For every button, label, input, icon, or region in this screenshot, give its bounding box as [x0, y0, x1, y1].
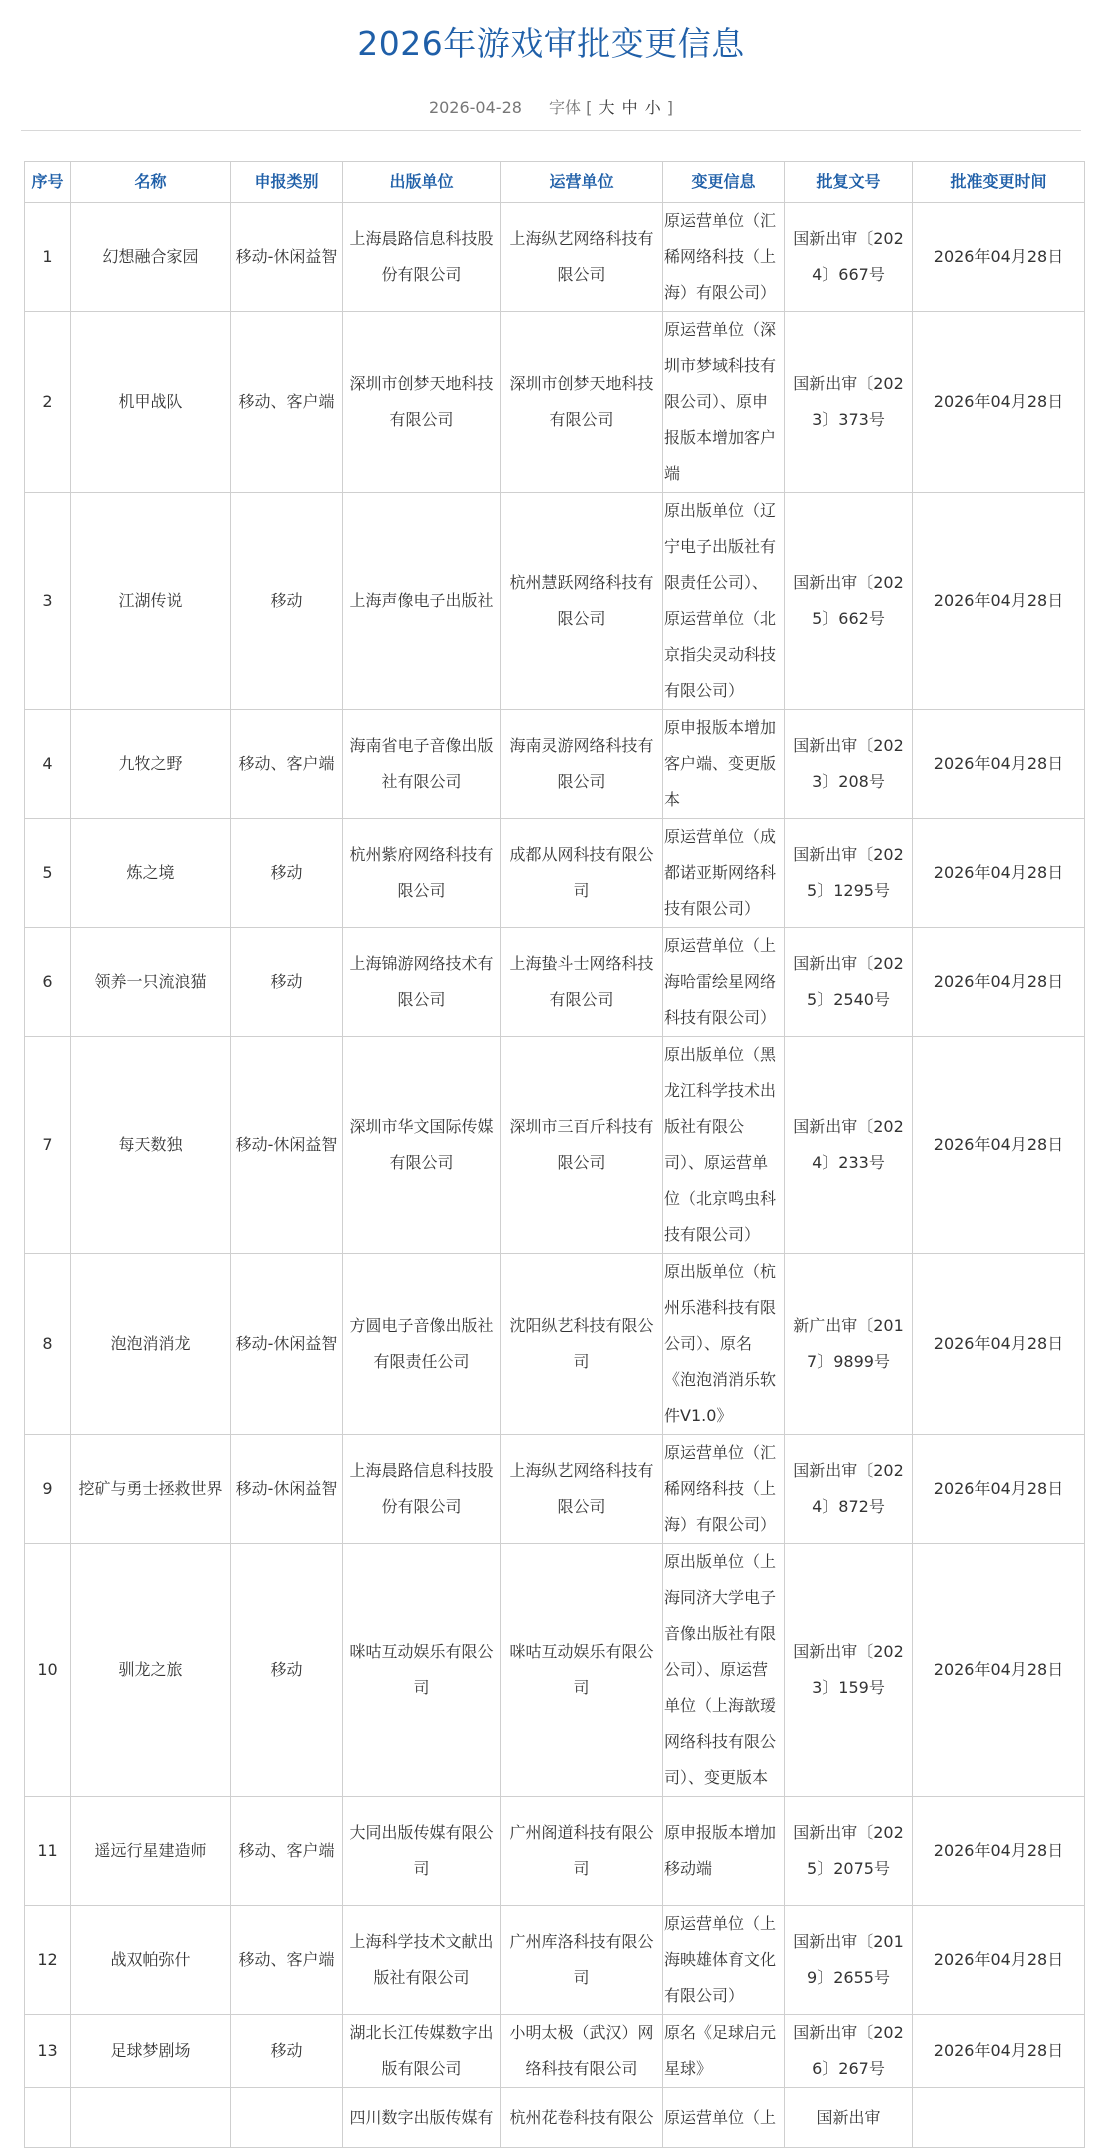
- bracket-open: [: [586, 98, 593, 117]
- header-publisher: 出版单位: [343, 162, 501, 203]
- cell-publisher: 杭州紫府网络科技有限公司: [343, 819, 501, 928]
- cell-index: 13: [25, 2015, 71, 2088]
- header-category: 申报类别: [231, 162, 343, 203]
- table-row: [25, 312, 1085, 493]
- table-row: [25, 1254, 1085, 1435]
- title-divider: [21, 130, 1081, 131]
- cell-operator: 沈阳纵艺科技有限公司: [501, 1254, 663, 1435]
- cell-operator: 杭州慧跃网络科技有限公司: [501, 493, 663, 710]
- cell-publisher: 海南省电子音像出版社有限公司: [343, 710, 501, 819]
- cell-approval-date: 2026年04月28日: [913, 710, 1085, 819]
- cell-change-info: 原运营单位（成都诺亚斯网络科技有限公司）: [663, 819, 785, 928]
- cell-game-name: 机甲战队: [71, 312, 231, 493]
- table-row: [25, 1544, 1085, 1797]
- cell-category: 移动-休闲益智: [231, 1435, 343, 1544]
- cell-category: 移动-休闲益智: [231, 1037, 343, 1254]
- cell-game-name: [71, 2088, 231, 2148]
- table-row: [25, 2015, 1085, 2088]
- cell-change-info: 原运营单位（上海哈雷绘星网络科技有限公司）: [663, 928, 785, 1037]
- cell-index: 1: [25, 203, 71, 312]
- cell-change-info: 原运营单位（深圳市梦域科技有限公司）、原申报版本增加客户端: [663, 312, 785, 493]
- cell-approval-number: 国新出审〔2025〕2540号: [785, 928, 913, 1037]
- cell-category: [231, 2088, 343, 2148]
- cell-publisher: 上海声像电子出版社: [343, 493, 501, 710]
- cell-approval-date: 2026年04月28日: [913, 819, 1085, 928]
- cell-change-info: 原运营单位（上: [663, 2088, 785, 2148]
- font-size-small-link[interactable]: 小: [644, 98, 661, 117]
- cell-approval-date: 2026年04月28日: [913, 1254, 1085, 1435]
- cell-approval-date: 2026年04月28日: [913, 1797, 1085, 1906]
- table-row: [25, 203, 1085, 312]
- cell-approval-date: 2026年04月28日: [913, 1906, 1085, 2015]
- header-change-info: 变更信息: [663, 162, 785, 203]
- cell-index: 9: [25, 1435, 71, 1544]
- cell-game-name: 九牧之野: [71, 710, 231, 819]
- article-meta: [0, 94, 1102, 122]
- cell-operator: 上海纵艺网络科技有限公司: [501, 1435, 663, 1544]
- cell-publisher: 上海晨路信息科技股份有限公司: [343, 203, 501, 312]
- cell-approval-number: 国新出审: [785, 2088, 913, 2148]
- cell-approval-date: 2026年04月28日: [913, 203, 1085, 312]
- bracket-close: ]: [666, 98, 674, 117]
- approval-change-table: [24, 161, 1085, 2148]
- cell-game-name: 挖矿与勇士拯救世界: [71, 1435, 231, 1544]
- cell-category: 移动、客户端: [231, 1797, 343, 1906]
- cell-index: 2: [25, 312, 71, 493]
- cell-publisher: 方圆电子音像出版社有限责任公司: [343, 1254, 501, 1435]
- cell-approval-date: 2026年04月28日: [913, 1037, 1085, 1254]
- cell-game-name: 江湖传说: [71, 493, 231, 710]
- cell-approval-number: 国新出审〔2024〕667号: [785, 203, 913, 312]
- cell-operator: 深圳市三百斤科技有限公司: [501, 1037, 663, 1254]
- table-body: [25, 203, 1085, 2148]
- cell-operator: 海南灵游网络科技有限公司: [501, 710, 663, 819]
- cell-approval-number: 国新出审〔2023〕208号: [785, 710, 913, 819]
- cell-publisher: 上海科学技术文献出版社有限公司: [343, 1906, 501, 2015]
- cell-approval-number: 国新出审〔2024〕233号: [785, 1037, 913, 1254]
- table-row: [25, 1797, 1085, 1906]
- font-size-large-link[interactable]: 大: [598, 98, 615, 117]
- cell-operator: 上海纵艺网络科技有限公司: [501, 203, 663, 312]
- cell-game-name: 战双帕弥什: [71, 1906, 231, 2015]
- cell-approval-number: 国新出审〔2025〕1295号: [785, 819, 913, 928]
- cell-publisher: 大同出版传媒有限公司: [343, 1797, 501, 1906]
- cell-operator: 深圳市创梦天地科技有限公司: [501, 312, 663, 493]
- cell-approval-date: 2026年04月28日: [913, 1435, 1085, 1544]
- header-operator: 运营单位: [501, 162, 663, 203]
- cell-game-name: 领养一只流浪猫: [71, 928, 231, 1037]
- cell-change-info: 原运营单位（上海映雄体育文化有限公司）: [663, 1906, 785, 2015]
- cell-game-name: 每天数独: [71, 1037, 231, 1254]
- cell-index: 6: [25, 928, 71, 1037]
- cell-approval-number: 新广出审〔2017〕9899号: [785, 1254, 913, 1435]
- cell-change-info: 原运营单位（汇稀网络科技（上海）有限公司）: [663, 1435, 785, 1544]
- table-row: [25, 493, 1085, 710]
- header-index: 序号: [25, 162, 71, 203]
- cell-category: 移动: [231, 2015, 343, 2088]
- cell-operator: 杭州花卷科技有限公: [501, 2088, 663, 2148]
- cell-publisher: 咪咕互动娱乐有限公司: [343, 1544, 501, 1797]
- cell-index: 4: [25, 710, 71, 819]
- cell-approval-number: 国新出审〔2025〕662号: [785, 493, 913, 710]
- cell-game-name: 泡泡消消龙: [71, 1254, 231, 1435]
- cell-approval-number: 国新出审〔2023〕373号: [785, 312, 913, 493]
- cell-category: 移动: [231, 1544, 343, 1797]
- header-approval-number: 批复文号: [785, 162, 913, 203]
- table-row: [25, 819, 1085, 928]
- font-size-medium-link[interactable]: 中: [621, 98, 638, 117]
- cell-change-info: 原名《足球启元星球》: [663, 2015, 785, 2088]
- cell-operator: 广州库洛科技有限公司: [501, 1906, 663, 2015]
- cell-change-info: 原申报版本增加客户端、变更版本: [663, 710, 785, 819]
- cell-index: 3: [25, 493, 71, 710]
- font-size-switch: [549, 98, 673, 117]
- page-title: 2026年游戏审批变更信息: [357, 24, 745, 63]
- cell-operator: 咪咕互动娱乐有限公司: [501, 1544, 663, 1797]
- cell-approval-number: 国新出审〔2024〕872号: [785, 1435, 913, 1544]
- cell-index: [25, 2088, 71, 2148]
- font-size-label: 字体: [549, 98, 582, 117]
- table-row: [25, 710, 1085, 819]
- cell-category: 移动: [231, 928, 343, 1037]
- cell-approval-date: [913, 2088, 1085, 2148]
- cell-change-info: 原出版单位（上海同济大学电子音像出版社有限公司）、原运营单位（上海歆瑷网络科技有限公司）、变更版本: [663, 1544, 785, 1797]
- header-name: 名称: [71, 162, 231, 203]
- cell-game-name: 炼之境: [71, 819, 231, 928]
- cell-index: 11: [25, 1797, 71, 1906]
- cell-category: 移动、客户端: [231, 1906, 343, 2015]
- table-row: [25, 1435, 1085, 1544]
- cell-approval-number: 国新出审〔2023〕159号: [785, 1544, 913, 1797]
- cell-operator: 广州阁道科技有限公司: [501, 1797, 663, 1906]
- cell-category: 移动-休闲益智: [231, 203, 343, 312]
- table-row: [25, 2088, 1085, 2148]
- cell-approval-date: 2026年04月28日: [913, 312, 1085, 493]
- cell-index: 10: [25, 1544, 71, 1797]
- publish-date: 2026-04-28: [428, 98, 522, 117]
- cell-category: 移动、客户端: [231, 312, 343, 493]
- approval-table-container: [24, 161, 1084, 2148]
- table-row: [25, 928, 1085, 1037]
- cell-category: 移动、客户端: [231, 710, 343, 819]
- cell-approval-date: 2026年04月28日: [913, 2015, 1085, 2088]
- cell-category: 移动: [231, 819, 343, 928]
- cell-change-info: 原运营单位（汇稀网络科技（上海）有限公司）: [663, 203, 785, 312]
- cell-game-name: 幻想融合家园: [71, 203, 231, 312]
- header-approval-date: 批准变更时间: [913, 162, 1085, 203]
- cell-approval-date: 2026年04月28日: [913, 1544, 1085, 1797]
- cell-publisher: 上海锦游网络技术有限公司: [343, 928, 501, 1037]
- cell-change-info: 原出版单位（黑龙江科学技术出版社有限公司）、原运营单位（北京鸣虫科技有限公司）: [663, 1037, 785, 1254]
- cell-change-info: 原申报版本增加移动端: [663, 1797, 785, 1906]
- cell-approval-number: 国新出审〔2025〕2075号: [785, 1797, 913, 1906]
- cell-publisher: 四川数字出版传媒有: [343, 2088, 501, 2148]
- cell-game-name: 足球梦剧场: [71, 2015, 231, 2088]
- cell-game-name: 驯龙之旅: [71, 1544, 231, 1797]
- cell-publisher: 深圳市华文国际传媒有限公司: [343, 1037, 501, 1254]
- cell-approval-date: 2026年04月28日: [913, 928, 1085, 1037]
- cell-category: 移动-休闲益智: [231, 1254, 343, 1435]
- cell-index: 12: [25, 1906, 71, 2015]
- cell-category: 移动: [231, 493, 343, 710]
- cell-approval-number: 国新出审〔2019〕2655号: [785, 1906, 913, 2015]
- cell-approval-date: 2026年04月28日: [913, 493, 1085, 710]
- cell-index: 7: [25, 1037, 71, 1254]
- cell-change-info: 原出版单位（辽宁电子出版社有限责任公司）、原运营单位（北京指尖灵动科技有限公司）: [663, 493, 785, 710]
- table-row: [25, 1037, 1085, 1254]
- cell-index: 8: [25, 1254, 71, 1435]
- cell-approval-number: 国新出审〔2026〕267号: [785, 2015, 913, 2088]
- cell-publisher: 上海晨路信息科技股份有限公司: [343, 1435, 501, 1544]
- cell-index: 5: [25, 819, 71, 928]
- table-row: [25, 1906, 1085, 2015]
- cell-game-name: 遥远行星建造师: [71, 1797, 231, 1906]
- cell-change-info: 原出版单位（杭州乐港科技有限公司）、原名《泡泡消消乐软件V1.0》: [663, 1254, 785, 1435]
- cell-publisher: 湖北长江传媒数字出版有限公司: [343, 2015, 501, 2088]
- cell-operator: 上海蛰斗士网络科技有限公司: [501, 928, 663, 1037]
- cell-operator: 成都从网科技有限公司: [501, 819, 663, 928]
- cell-publisher: 深圳市创梦天地科技有限公司: [343, 312, 501, 493]
- cell-operator: 小明太极（武汉）网络科技有限公司: [501, 2015, 663, 2088]
- table-header-row: [25, 162, 1085, 203]
